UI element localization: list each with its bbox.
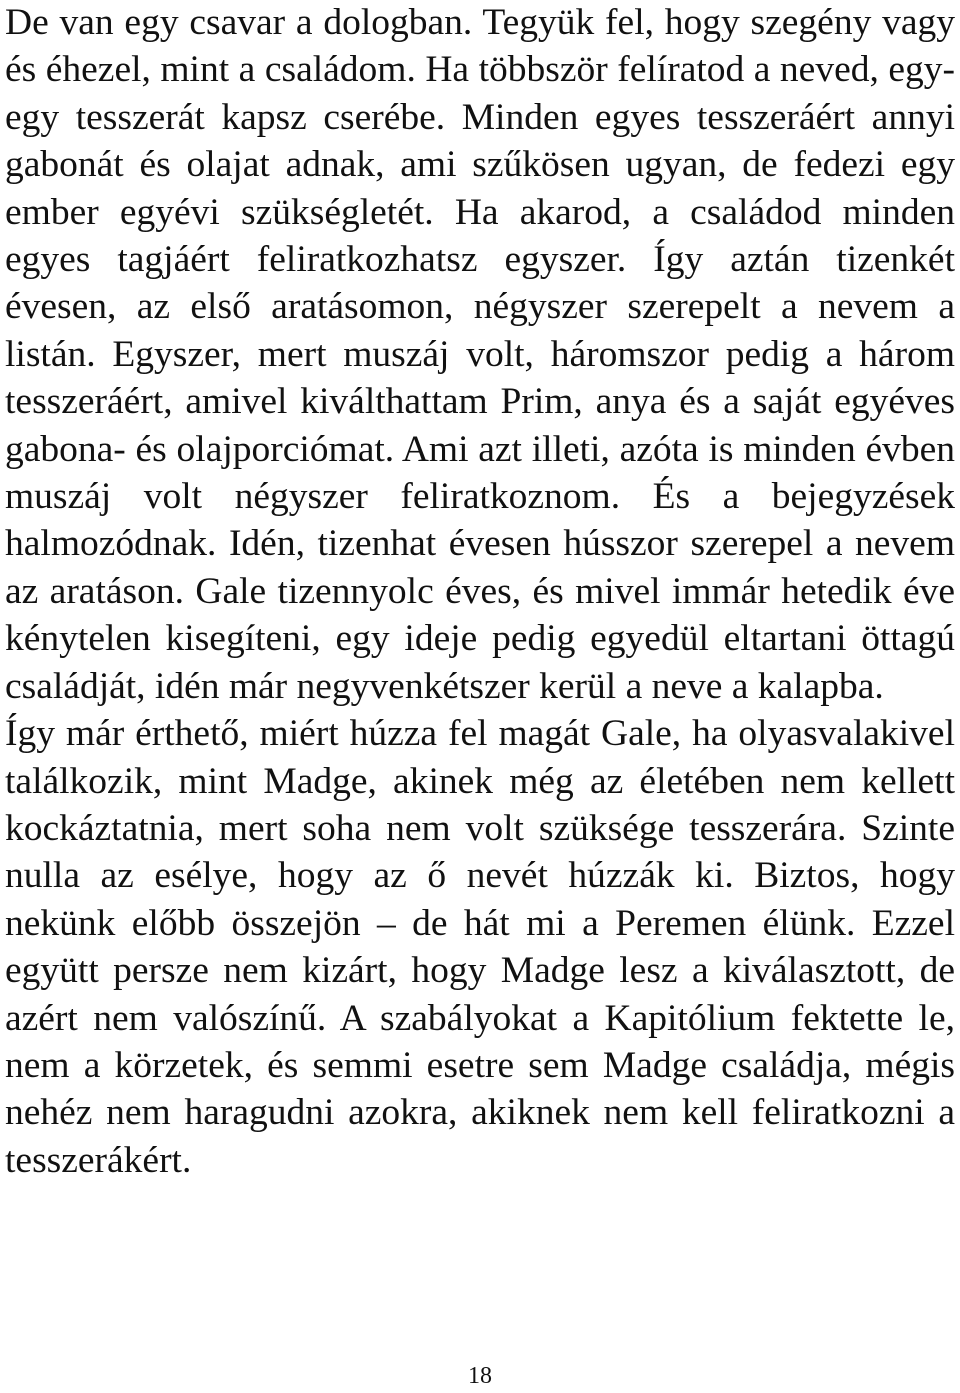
body-text (5, 0, 955, 1184)
paragraph-1: De van egy csavar a dologban. Tegyük fel, hogy szegény vagy és éhezel, mint a családom. Ha többször felíratod a neved, egy-egy tesszerát kapsz cserébe. Minden egyes tesszeráért annyi gabonát és olajat adnak, ami szűkösen ugyan, de fedezi egy ember egyévi szükségletét. Ha akarod, a családod minden egyes tagjáért feliratkozhatsz egyszer. Így aztán tizenkét évesen, az első aratásomon, négyszer szerepelt a nevem a listán. Egyszer, mert muszáj volt, háromszor pedig a három tesszeráért, amivel kiválthattam Prim, anya és a saját egyéves gabona- és olajporciómat. Ami azt illeti, azóta is minden évben muszáj volt négyszer feliratkoznom. És a bejegyzések halmozódnak. Idén, tizenhat évesen hússzor szerepel a nevem az aratáson. Gale tizennyolc éves, és mivel immár hetedik éve kénytelen kisegíteni, egy ideje pedig egyedül eltartani öttagú családját, idén már negyvenkétszer kerül a neve a kalapba. (5, 2, 955, 707)
page-number: 18 (468, 1363, 492, 1389)
book-page (5, 0, 955, 1393)
paragraph-2: Így már érthető, miért húzza fel magát Gale, ha olyasvalakivel találkozik, mint Madge, akinek még az életében nem kellett kockáztatnia, mert soha nem volt szüksége tesszerára. Szinte nulla az esélye, hogy az ő nevét húzzák ki. Biztos, hogy nekünk előbb összejön – de hát mi a Peremen élünk. Ezzel együtt persze nem kizárt, hogy Madge lesz a kiválasztott, de azért nem valószínű. A szabályokat a Kapitólium fektette le, nem a körzetek, és semmi esetre sem Madge családja, mégis nehéz nem haragudni azokra, akiknek nem kell feliratkozni a tesszerákért. (5, 713, 955, 1181)
